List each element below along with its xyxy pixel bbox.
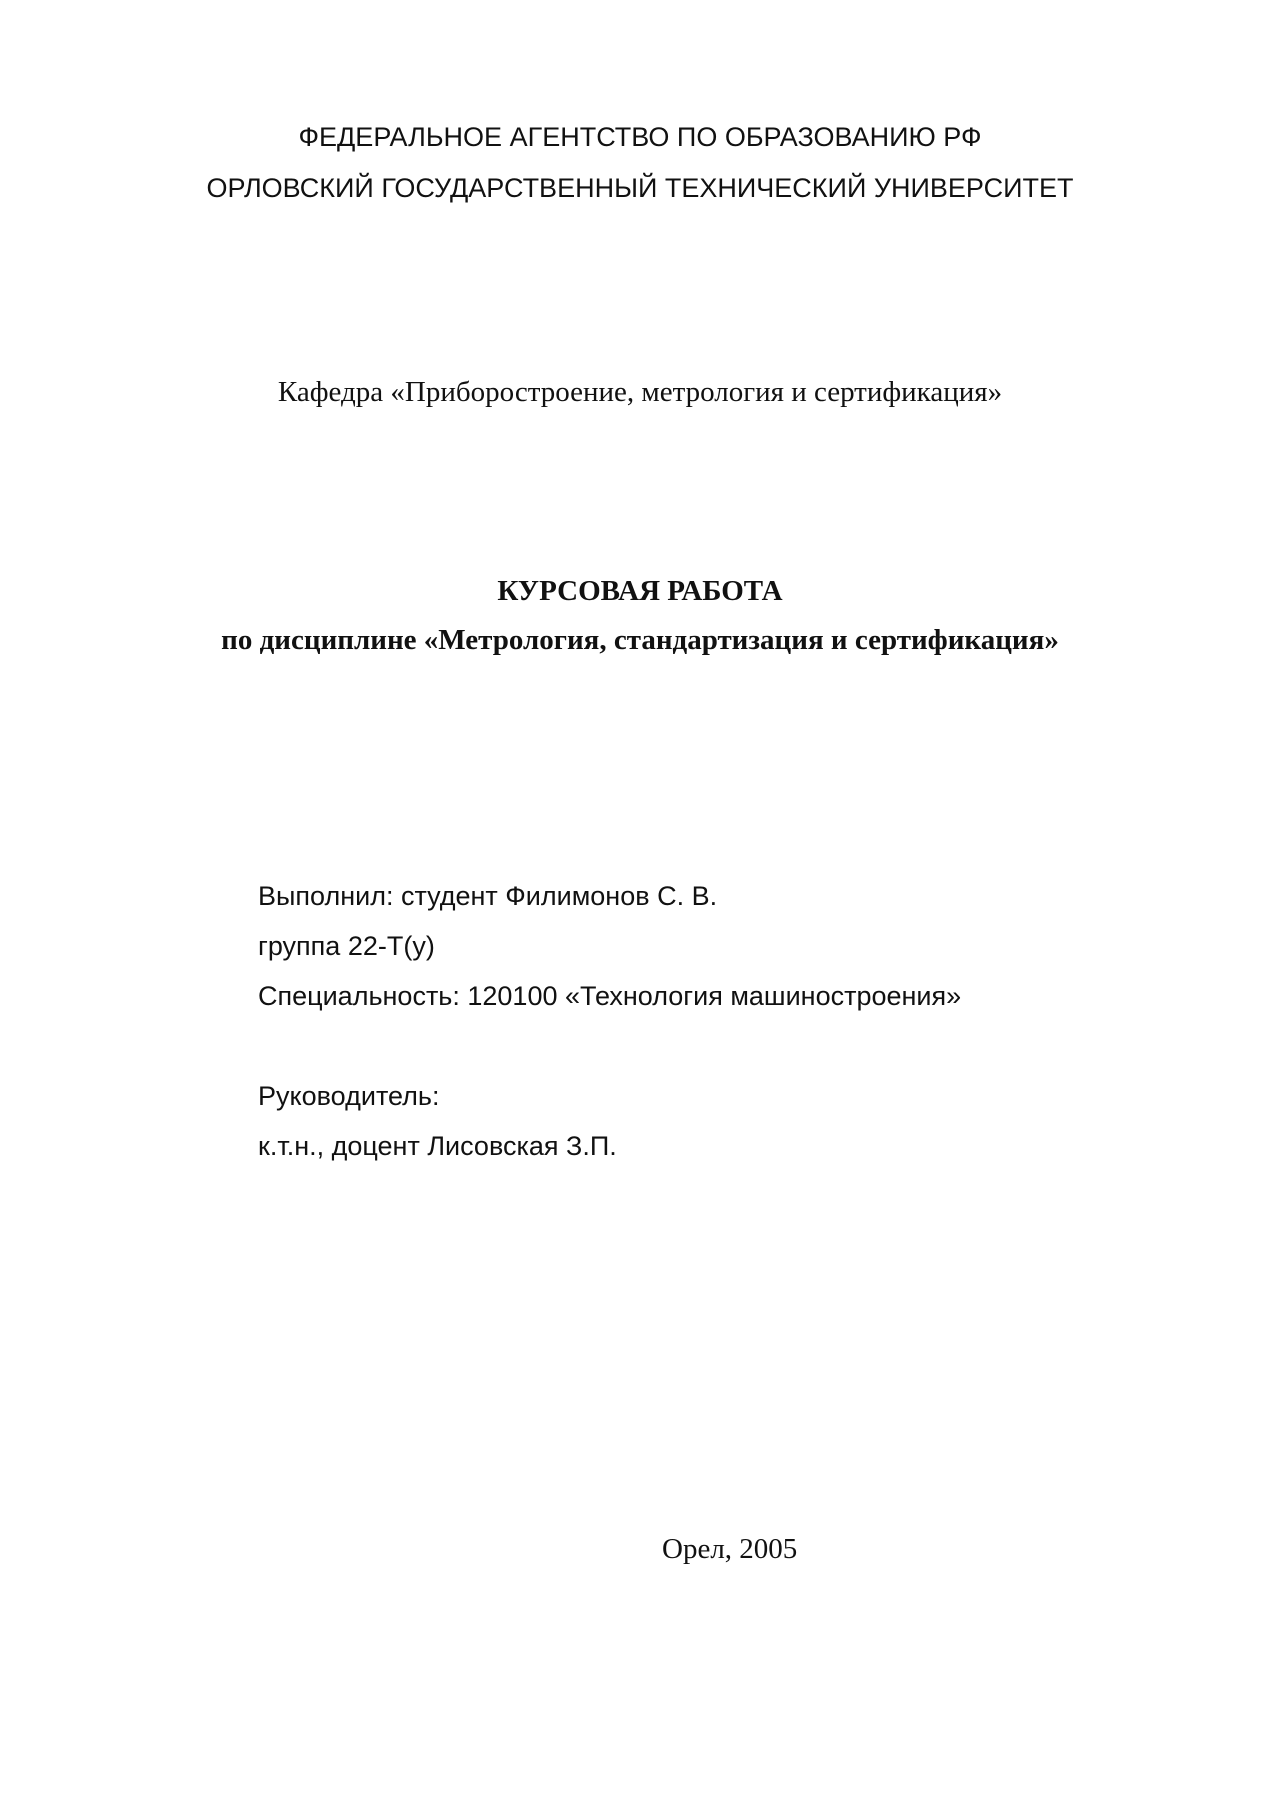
department-line: Кафедра «Приборостроение, метрология и сертификация» [277,376,1003,408]
specialty-line: Специальность: 120100 «Технология машиностроения» [258,981,962,1011]
group-line: группа 22-Т(у) [258,931,435,961]
author-line: Выполнил: студент Филимонов С. В. [258,881,718,911]
work-type-title: КУРСОВАЯ РАБОТА [497,575,783,607]
university-heading: ОРЛОВСКИЙ ГОСУДАРСТВЕННЫЙ ТЕХНИЧЕСКИЙ УНИВЕРСИТЕТ [206,173,1074,203]
supervisor-name: к.т.н., доцент Лисовская З.П. [258,1131,617,1161]
supervisor-label: Руководитель: [258,1081,440,1111]
discipline-title: по дисциплине «Метрология, стандартизация и сертификация» [221,624,1059,656]
city-year: Орел, 2005 [662,1533,798,1565]
agency-heading: ФЕДЕРАЛЬНОЕ АГЕНТСТВО ПО ОБРАЗОВАНИЮ РФ [298,122,982,152]
